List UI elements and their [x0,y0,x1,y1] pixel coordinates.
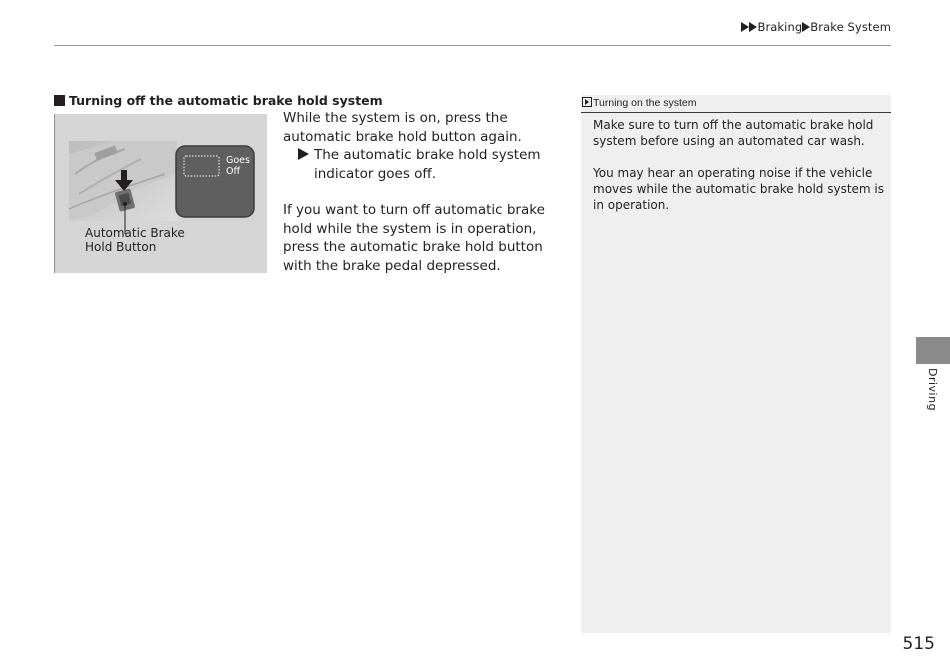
chapter-tab-text: Driving [926,368,939,412]
instruction-text [283,109,568,275]
triangle-right-icon [741,22,749,32]
indicator-status-text [226,155,256,177]
callout-line1: Automatic Brake [85,226,185,240]
black-square-icon [54,95,65,106]
triangle-right-icon [298,148,309,160]
reference-arrow-icon [582,97,592,107]
section-heading [54,93,383,109]
indicator-text-line2: Off [226,166,241,177]
header-divider [54,45,891,46]
instruction-step-1 [283,146,568,183]
breadcrumb-item-brake-system[interactable]: Brake System [810,20,891,34]
breadcrumb-item-braking[interactable]: Braking [757,20,803,34]
side-note-body [593,117,885,229]
side-note-paragraph-1: Make sure to turn off the automatic brake hold system before using an automated car wash. [593,118,874,148]
instruction-step-1-text: The automatic brake hold system indicator goes off. [314,147,541,182]
side-note [581,95,891,633]
brake-hold-button-callout [85,226,185,254]
side-note-title-text[interactable]: Turning on the system [593,97,697,109]
side-note-paragraph-2: You may hear an operating noise if the vehicle moves while the automatic brake hold system is in operation. [593,166,884,212]
page-number: 515 [902,634,935,654]
chapter-tab-marker [916,337,950,364]
section-heading-text: Turning off the automatic brake hold system [69,93,383,108]
chapter-tab-label [916,368,950,418]
side-note-title [581,95,891,113]
indicator-text-line1: Goes [226,155,250,166]
instruction-paragraph-1: While the system is on, press the automatic brake hold button again. [283,110,522,145]
breadcrumb [741,19,891,35]
brake-hold-illustration [54,114,267,273]
callout-line2: Hold Button [85,240,157,254]
instruction-paragraph-2: If you want to turn off automatic brake hold while the system is in operation, press the automatic brake hold button with the brake pedal depressed. [283,202,545,274]
